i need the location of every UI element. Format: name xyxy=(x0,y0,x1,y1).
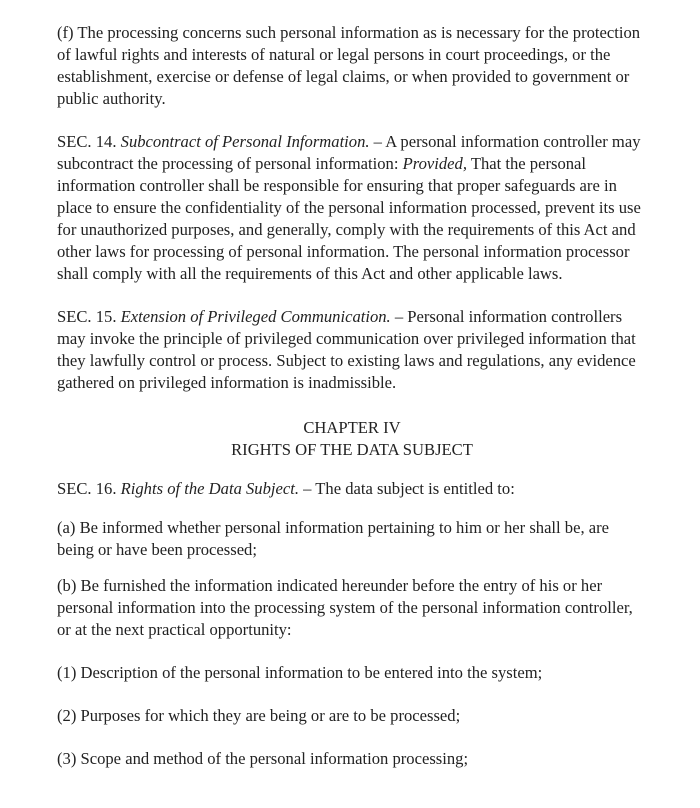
list-item-3: (3) Scope and method of the personal information processing; xyxy=(57,749,469,768)
section-14-number: SEC. 14. xyxy=(57,132,117,151)
chapter-number: CHAPTER IV xyxy=(303,418,401,437)
section-15 xyxy=(57,306,647,394)
section-15-body: – Personal information controllers may invoke the principle of privileged communication over privileged information that they lawfully control or process. Subject to existing laws and regulations, any evidence gathered on privileged information is inadmissible. xyxy=(57,307,636,392)
section-16 xyxy=(57,478,647,500)
section-14-body: That the personal information controller shall be responsible for ensuring that proper safeguards are in place to ensure the confidentiality of the personal information processed, prevent its use for unauthorized purposes, and generally, comply with the requirements of this Act and other laws for processing of personal information. The personal information processor shall comply with all the requirements of this Act and other applicable laws. xyxy=(57,154,641,283)
paragraph-f: (f) The processing concerns such personal information as is necessary for the protection of lawful rights and interests of natural or legal persons in court proceedings, or the establishment, exercise or defense of legal claims, or when provided to government or public authority. xyxy=(57,23,641,108)
list-item-1: (1) Description of the personal information to be entered into the system; xyxy=(57,663,543,682)
section-15-number: SEC. 15. xyxy=(57,307,117,326)
section-14-provided: Provided, xyxy=(402,154,467,173)
chapter-title: RIGHTS OF THE DATA SUBJECT xyxy=(231,440,473,459)
section-15-title: Extension of Privileged Communication. xyxy=(120,307,391,326)
section-16-title: Rights of the Data Subject. xyxy=(120,479,299,498)
section-14 xyxy=(57,131,647,285)
section-14-title: Subcontract of Personal Information. xyxy=(120,132,370,151)
document-page xyxy=(57,22,647,770)
section-16-body: – The data subject is entitled to: xyxy=(299,479,515,498)
section-14-intro: – A personal information controller may subcontract the processing of personal information: xyxy=(57,132,641,173)
paragraph-b: (b) Be furnished the information indicated hereunder before the entry of his or her personal information into the processing system of the personal information controller, or at the next practical opportunity: xyxy=(57,576,633,639)
paragraph-a: (a) Be informed whether personal information pertaining to him or her shall be, are being or have been processed; xyxy=(57,518,610,559)
list-item-2: (2) Purposes for which they are being or are to be processed; xyxy=(57,706,461,725)
section-16-number: SEC. 16. xyxy=(57,479,117,498)
